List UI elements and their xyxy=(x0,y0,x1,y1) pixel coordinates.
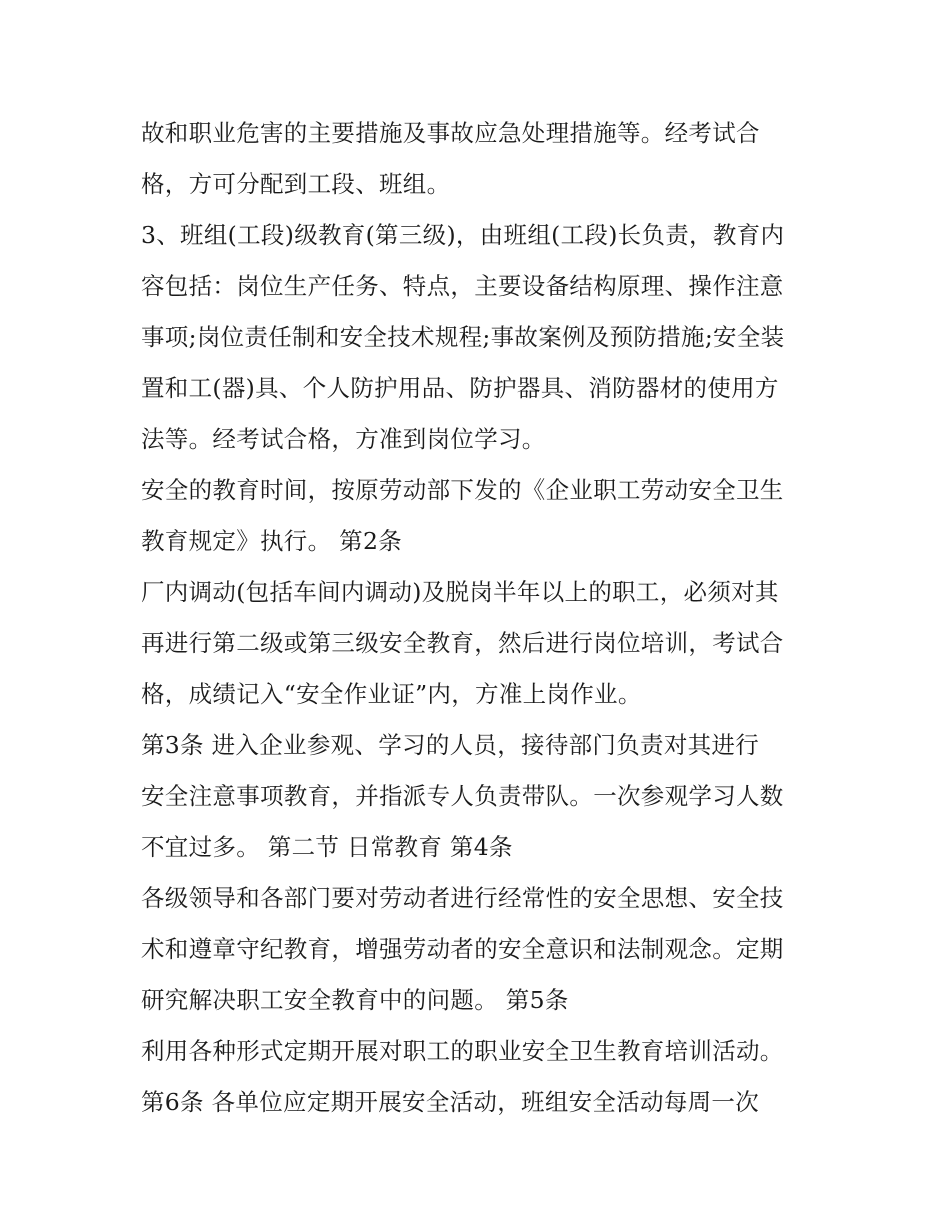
text-line: 事项;岗位责任制和安全技术规程;事故案例及预防措施;安全装 xyxy=(141,323,785,351)
text-line: 利用各种形式定期开展对职工的职业安全卫生教育培训活动。 xyxy=(141,1037,784,1065)
text-line: 安全注意事项教育，并指派专人负责带队。一次参观学习人数 xyxy=(141,782,784,810)
text-line: 格，成绩记入“安全作业证”内，方准上岗作业。 xyxy=(141,680,642,708)
text-line: 研究解决职工安全教育中的问题。 第5条 xyxy=(141,986,569,1014)
text-line: 再进行第二级或第三级安全教育，然后进行岗位培训，考试合 xyxy=(141,629,784,657)
document-body xyxy=(141,108,821,1128)
text-line: 教育规定》执行。 第2条 xyxy=(141,527,403,555)
text-line: 格，方可分配到工段、班组。 xyxy=(141,170,451,198)
text-line: 第6条 各单位应定期开展安全活动，班组安全活动每周一次 xyxy=(141,1088,760,1116)
text-line: 厂内调动(包括车间内调动)及脱岗半年以上的职工，必须对其 xyxy=(141,578,779,606)
text-line: 各级领导和各部门要对劳动者进行经常性的安全思想、安全技 xyxy=(141,884,784,912)
text-line: 不宜过多。 第二节 日常教育 第4条 xyxy=(141,833,513,861)
text-line: 故和职业危害的主要措施及事故应急处理措施等。经考试合 xyxy=(141,119,760,147)
text-line: 容包括：岗位生产任务、特点，主要设备结构原理、操作注意 xyxy=(141,272,784,300)
text-line: 置和工(器)具、个人防护用品、防护器具、消防器材的使用方 xyxy=(141,374,779,402)
text-line: 3、班组(工段)级教育(第三级)，由班组(工段)长负责，教育内 xyxy=(141,221,785,249)
text-line: 术和遵章守纪教育，增强劳动者的安全意识和法制观念。定期 xyxy=(141,935,784,963)
text-line: 法等。经考试合格，方准到岗位学习。 xyxy=(141,425,546,453)
text-line: 安全的教育时间，按原劳动部下发的《企业职工劳动安全卫生 xyxy=(141,476,784,504)
text-line: 第3条 进入企业参观、学习的人员，接待部门负责对其进行 xyxy=(141,731,760,759)
